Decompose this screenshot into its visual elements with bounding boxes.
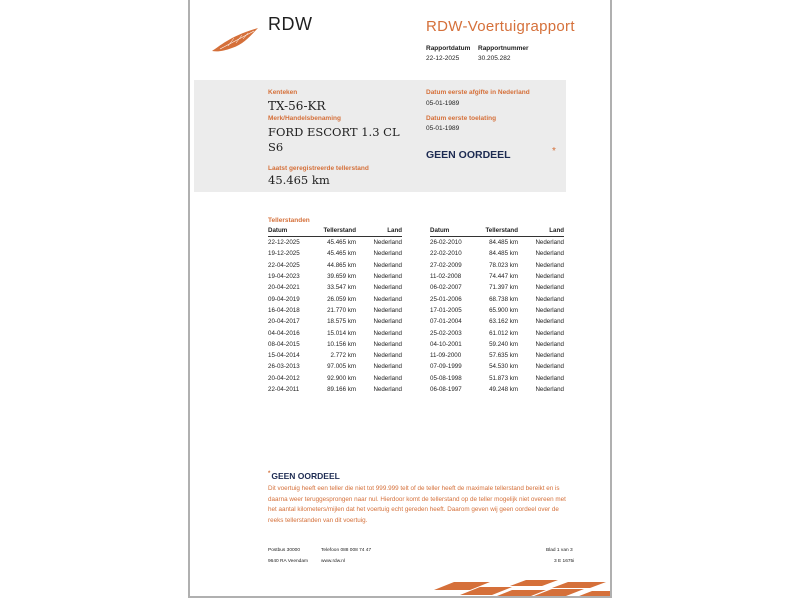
reading-country: Nederland bbox=[535, 363, 564, 371]
col-country: Land bbox=[356, 226, 402, 237]
table-row bbox=[268, 384, 402, 395]
reading-km: 78.023 km bbox=[489, 261, 518, 269]
table-row bbox=[268, 327, 402, 338]
reading-date: 20-04-2021 bbox=[268, 284, 300, 292]
reading-km: 92.900 km bbox=[327, 374, 356, 382]
reading-km: 2.772 km bbox=[330, 352, 356, 360]
reading-country: Nederland bbox=[535, 329, 564, 337]
first-admission-label: Datum eerste toelating bbox=[426, 115, 497, 122]
reading-country: Nederland bbox=[535, 352, 564, 360]
odometer-label: Laatst geregistreerde tellerstand bbox=[268, 165, 369, 172]
reading-date: 26-02-2010 bbox=[430, 239, 462, 247]
first-issue-nl-value: 05-01-1989 bbox=[426, 100, 460, 107]
reading-country: Nederland bbox=[373, 295, 402, 303]
table-row bbox=[430, 248, 564, 259]
table-row bbox=[268, 339, 402, 350]
reading-km: 45.465 km bbox=[327, 239, 356, 247]
reading-country: Nederland bbox=[535, 318, 564, 326]
reading-date: 26-03-2013 bbox=[268, 363, 300, 371]
reading-date: 09-04-2019 bbox=[268, 295, 300, 303]
reading-km: 84.485 km bbox=[489, 250, 518, 258]
make-line-2: S6 bbox=[268, 140, 284, 154]
reading-km: 21.770 km bbox=[327, 306, 356, 314]
table-row bbox=[268, 237, 402, 249]
reading-country: Nederland bbox=[373, 306, 402, 314]
reading-date: 17-01-2005 bbox=[430, 306, 462, 314]
footer-address-1: Postbus 30000 bbox=[268, 548, 301, 553]
rdw-feather-logo bbox=[210, 24, 260, 54]
table-row bbox=[430, 361, 564, 372]
reading-country: Nederland bbox=[373, 318, 402, 326]
verdict-asterisk: * bbox=[552, 146, 556, 157]
reading-date: 19-04-2023 bbox=[268, 273, 300, 281]
reading-km: 26.059 km bbox=[327, 295, 356, 303]
reading-date: 06-08-1997 bbox=[430, 386, 462, 393]
brand-name: RDW bbox=[268, 14, 313, 34]
table-header-row bbox=[430, 226, 564, 237]
reading-country: Nederland bbox=[535, 284, 564, 292]
note-body: Dit voertuig heeft een teller die niet tot 999.999 telt of de teller heeft de maximale tellerstand bereikt en is daarna weer teruggesprongen naar nul. Hierdoor komt de tellerstand op de teller mogelijk niet overeen met het aantal kilometers/mijlen dat het voertuig echt gereden heeft. Daarom geven wij geen oordeel over de reeks tellerstanden van dit voertuig. bbox=[268, 485, 566, 524]
reading-country: Nederland bbox=[535, 374, 564, 382]
reading-date: 27-02-2009 bbox=[430, 261, 462, 269]
col-km: Tellerstand bbox=[322, 226, 356, 237]
reading-date: 06-02-2007 bbox=[430, 284, 462, 292]
note-title bbox=[268, 471, 340, 481]
odometer-value: 45.465 km bbox=[268, 173, 330, 187]
table-row bbox=[430, 293, 564, 304]
reading-country: Nederland bbox=[373, 239, 402, 247]
reading-km: 61.012 km bbox=[489, 329, 518, 337]
reading-country: Nederland bbox=[535, 250, 564, 258]
reading-country: Nederland bbox=[535, 386, 564, 393]
table-row bbox=[268, 316, 402, 327]
table-row bbox=[268, 373, 402, 384]
reading-km: 18.575 km bbox=[327, 318, 356, 326]
reading-country: Nederland bbox=[373, 261, 402, 269]
reading-country: Nederland bbox=[373, 352, 402, 360]
readings-table-right bbox=[430, 226, 564, 395]
verdict-text: GEEN OORDEEL bbox=[426, 149, 511, 161]
reading-date: 05-08-1998 bbox=[430, 374, 462, 382]
reading-date: 19-12-2025 bbox=[268, 250, 300, 258]
table-row bbox=[430, 316, 564, 327]
reading-km: 68.738 km bbox=[489, 295, 518, 303]
table-row bbox=[430, 350, 564, 361]
reading-km: 33.547 km bbox=[327, 284, 356, 292]
note-title-text: GEEN OORDEEL bbox=[271, 471, 340, 481]
table-row bbox=[430, 339, 564, 350]
plate-value: TX-56-KR bbox=[268, 99, 326, 113]
table-row bbox=[268, 293, 402, 304]
table-row bbox=[268, 350, 402, 361]
reading-km: 74.447 km bbox=[489, 273, 518, 281]
reading-km: 51.873 km bbox=[489, 374, 518, 382]
footer-code: 3 E 1675i bbox=[554, 559, 575, 564]
table-row bbox=[430, 373, 564, 384]
first-admission-value: 05-01-1989 bbox=[426, 125, 460, 132]
table-header-row bbox=[268, 226, 402, 237]
table-row bbox=[268, 248, 402, 259]
table-row bbox=[268, 305, 402, 316]
reading-km: 10.156 km bbox=[327, 340, 356, 348]
report-date-label: Rapportdatum bbox=[426, 45, 471, 52]
reading-country: Nederland bbox=[373, 374, 402, 382]
col-date: Datum bbox=[430, 226, 484, 237]
reading-date: 22-12-2025 bbox=[268, 239, 300, 247]
reading-date: 15-04-2014 bbox=[268, 352, 300, 360]
reading-date: 22-02-2010 bbox=[430, 250, 462, 258]
table-row bbox=[430, 282, 564, 293]
footer-page-number: Blad 1 van 3 bbox=[546, 548, 573, 553]
reading-date: 11-09-2000 bbox=[430, 352, 462, 360]
reading-country: Nederland bbox=[535, 239, 564, 247]
decorative-stripes bbox=[434, 578, 612, 598]
reading-date: 07-01-2004 bbox=[430, 318, 462, 326]
reading-km: 89.166 km bbox=[327, 386, 356, 393]
reading-date: 25-01-2006 bbox=[430, 295, 462, 303]
table-row bbox=[430, 384, 564, 395]
reading-km: 45.465 km bbox=[327, 250, 356, 258]
reading-date: 16-04-2018 bbox=[268, 306, 300, 314]
reading-km: 54.530 km bbox=[489, 363, 518, 371]
reading-km: 57.635 km bbox=[489, 352, 518, 360]
reading-date: 07-09-1999 bbox=[430, 363, 462, 371]
reading-km: 49.248 km bbox=[489, 386, 518, 393]
footer-phone: Telefoon 088 008 74 47 bbox=[321, 548, 372, 553]
reading-country: Nederland bbox=[373, 329, 402, 337]
reading-km: 44.865 km bbox=[327, 261, 356, 269]
report-title: RDW-Voertuigrapport bbox=[426, 18, 575, 35]
table-row bbox=[430, 271, 564, 282]
make-line-1: FORD ESCORT 1.3 CL bbox=[268, 125, 400, 139]
reading-km: 39.659 km bbox=[327, 273, 356, 281]
reading-country: Nederland bbox=[373, 284, 402, 292]
reading-date: 11-02-2008 bbox=[430, 273, 462, 281]
plate-label: Kenteken bbox=[268, 89, 298, 96]
reading-country: Nederland bbox=[373, 386, 402, 393]
report-number: 30.205.282 bbox=[478, 55, 511, 62]
readings-table-left bbox=[268, 226, 402, 395]
col-date: Datum bbox=[268, 226, 322, 237]
col-country: Land bbox=[518, 226, 564, 237]
report-page bbox=[188, 0, 612, 598]
reading-country: Nederland bbox=[535, 261, 564, 269]
table-row bbox=[430, 237, 564, 249]
reading-country: Nederland bbox=[373, 363, 402, 371]
reading-country: Nederland bbox=[535, 295, 564, 303]
reading-country: Nederland bbox=[535, 306, 564, 314]
reading-km: 71.397 km bbox=[489, 284, 518, 292]
reading-country: Nederland bbox=[373, 340, 402, 348]
reading-country: Nederland bbox=[535, 340, 564, 348]
table-row bbox=[430, 260, 564, 271]
table-row bbox=[268, 260, 402, 271]
col-km: Tellerstand bbox=[484, 226, 518, 237]
table-row bbox=[430, 305, 564, 316]
table-row bbox=[268, 271, 402, 282]
reading-date: 04-10-2001 bbox=[430, 340, 462, 348]
readings-title: Tellerstanden bbox=[268, 217, 310, 224]
table-row bbox=[268, 361, 402, 372]
reading-country: Nederland bbox=[373, 250, 402, 258]
reading-date: 25-02-2003 bbox=[430, 329, 462, 337]
report-date: 22-12-2025 bbox=[426, 55, 460, 62]
reading-km: 59.240 km bbox=[489, 340, 518, 348]
reading-country: Nederland bbox=[373, 273, 402, 281]
make-label: Merk/Handelsbenaming bbox=[268, 115, 341, 122]
reading-date: 20-04-2012 bbox=[268, 374, 300, 382]
footer-website[interactable]: www.rdw.nl bbox=[321, 559, 345, 564]
reading-km: 63.162 km bbox=[489, 318, 518, 326]
report-number-label: Rapportnummer bbox=[478, 45, 529, 52]
reading-date: 22-04-2011 bbox=[268, 386, 300, 393]
first-issue-nl-label: Datum eerste afgifte in Nederland bbox=[426, 89, 530, 96]
reading-country: Nederland bbox=[535, 273, 564, 281]
reading-km: 84.485 km bbox=[489, 239, 518, 247]
reading-km: 65.900 km bbox=[489, 306, 518, 314]
reading-date: 22-04-2025 bbox=[268, 261, 300, 269]
note-asterisk: * bbox=[268, 471, 271, 477]
reading-km: 97.005 km bbox=[327, 363, 356, 371]
reading-km: 15.014 km bbox=[327, 329, 356, 337]
reading-date: 08-04-2015 bbox=[268, 340, 300, 348]
reading-date: 04-04-2016 bbox=[268, 329, 300, 337]
table-row bbox=[430, 327, 564, 338]
reading-date: 20-04-2017 bbox=[268, 318, 300, 326]
footer-address-2: 9640 RA Veendam bbox=[268, 559, 309, 564]
table-row bbox=[268, 282, 402, 293]
